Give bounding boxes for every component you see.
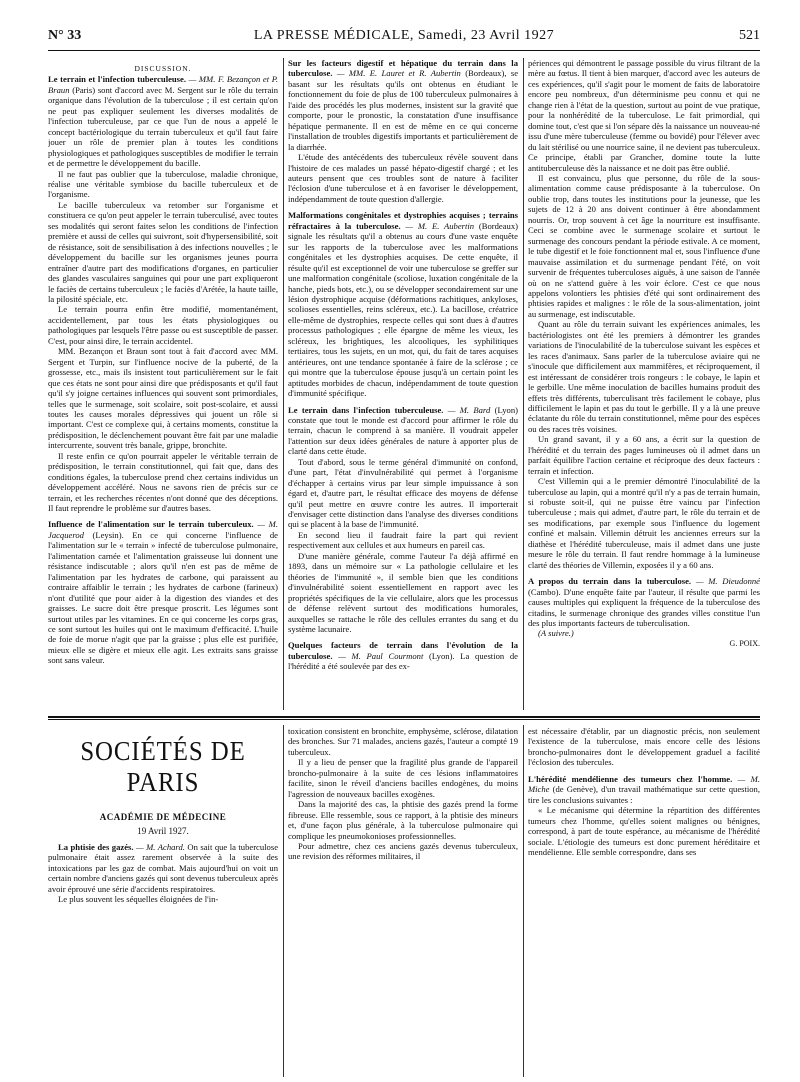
column-rule (283, 58, 284, 710)
article-authors: — M. Bard (447, 404, 491, 415)
article-title: Le terrain dans l'infection tuberculeuse. (288, 404, 444, 415)
discussion-heading: DISCUSSION. (134, 64, 192, 73)
article-text: Il reste enfin ce qu'on pourrait appeler le véritable terrain de prédisposition, le terrain constitutionnel, qui fait que, dans des conditions égales, la tuberculose prend chez certains individus un développement accéléré. Nous ne savons rien de précis sur ce terrain, et les recherches récentes n'ont donné que des déceptions. Il faut reprendre le problème sur d'autres bases. (48, 450, 278, 514)
article-text: (Lyon) constate que tout le monde est d'accord pour affirmer le rôle du terrain, chacun le comprend à sa manière. Il voudrait appeler l'attention sur deux idées générales de nature à apporter plus de clarté dans cette étude. (288, 404, 518, 457)
column-rule (523, 58, 524, 710)
societes-column-2 (288, 726, 518, 1076)
article-text: (Paris) sont d'accord avec M. Sergent sur le rôle du terrain organique dans l'évolution de la tuberculose ; il est certain qu'on ne peut pas expliquer seulement les diverses modalités de l'infection tuberculeuse, par ce que l'un de nous a appelé le concept bactériologique du terrain tuberculeux et qu'il faut faire jouer un rôle de premier plan à toutes les conditions physiologiques et pathologiques susceptibles de modifier le terrain et de permettre le développement du bacille. (48, 84, 278, 169)
article-title: Influence de l'alimentation sur le terrain tuberculeux. (48, 519, 254, 530)
article-text: (Lyon). La question de l'hérédité a été soulevée par des ex- (288, 650, 518, 672)
article-text: Le terrain pourra enfin être modifié, momentanément, accidentellement, par tous les états physiologiques ou pathologiques par lesquels l'être passe ou est susceptible de passer. C'est, pour ainsi dire, le terrain accidentel. (48, 304, 278, 346)
societes-column-3 (528, 726, 760, 1076)
article-text: Le bacille tuberculeux va retomber sur l'organisme et constituera ce qu'on peut appeler le terrain tuberculisé, avec toutes ses modalités qui seront faites selon les conditions de l'infection première et aussi de celles qui suivront, soit d'hypersensibilité, soit de résistance, soit de sensibilisation à des infections nouvelles ; le développement du bacille sur les organismes jeunes pourra entraîner d'autre part des modifications d'organes, en particulier des glandes vasculaires sanguines qui pour une part expliqueront le faciès de certains tuberculeux ; le faciès d'Arétée, la haute taille, la pilosité spéciale, etc. (48, 199, 278, 304)
article-authors: — M. Jacquerod (48, 519, 278, 540)
article-paragraph (288, 405, 518, 457)
article-title: L'hérédité mendélienne des tumeurs chez l'homme. (528, 773, 733, 784)
societes-column-1 (48, 730, 278, 1078)
article-text: (de Genève), d'un travail mathématique sur cette question, tire les conclusions suivantes : (528, 784, 760, 805)
article-authors: — M. Paul Courmont (338, 650, 424, 661)
signature: G. POIX. (729, 638, 760, 648)
article-paragraph (48, 519, 278, 665)
article-text: Il est convaincu, plus que personne, du rôle de la sous-alimentation comme cause prédisposante à la tuberculose. On oublie trop, dans toutes les institutions pour la jeunesse, que les sujets de 12 à 20 ans doivent continuer à être abondamment nourris. Or, trop souvent à cet âge la nourriture est insuffisante. Ceci se combine avec le surmenage scolaire et surtout le surmenage des concours pendant la période estivale. A ce moment, le tube digestif et le foie fonctionnent mal et, sous l'influence d'une mauvaise assimilation et du surmenage pendant l'été, on voit survenir de fréquentes tuberculoses aiguës, à une saison de l'année où on ne s'attend guère à les voir éclore. C'est ce que nous appelons volontiers les phtisies d'été qui sont ordinairement des phtisies rapides et malignes : le rôle de la sous-alimentation, joint au surmenage, est indiscutable. (528, 172, 760, 319)
article-text: (Leysin). En ce qui concerne l'influence de l'alimentation sur le « terrain » infecté de tuberculose pulmonaire, l'alimentation carnée et l'alimentation graisseuse lui donnent une résistance indiscutable ; alors qu'il n'en est pas de même de l'alimentation par les hydrates de carbone, qui paraissent au contraire affaiblir le terrain ; les hydrates de carbone (farineux) n'ont d'utilité que pour aider à la digestion des viandes et des graisses. Le sucre doit être presque proscrit. Les légumes sont surtout utiles par les vitamines. En ce qui concerne les corps gras, ce sont surtout les huiles qui ont le maximum d'efficacité. L'huile de foie de morue n'agit que par la graisse ; plus elle est purifiée, mieux elle se digère et mieux elle agit. Les extraits sans graisse sont sans valeur. (48, 529, 278, 666)
article-text: toxication consistent en bronchite, emphysème, sclérose, dilatation des bronches. Sur 71 malades, anciens gazés, l'auteur a compté 19 tuberculeux. (288, 726, 518, 757)
article-paragraph (288, 640, 518, 671)
article-paragraph (288, 210, 518, 398)
article-paragraph (528, 576, 760, 628)
column-rule (523, 725, 524, 1077)
issue-number: N° 33 (48, 28, 82, 43)
section-title: SOCIÉTÉS DE PARIS (80, 736, 246, 797)
article-text: (Bordeaux) signale les résultats qu'il a obtenus au cours d'une vaste enquête sur les rapports de la tuberculose avec les malformations congénitales et les dystrophies acquises. De cette enquête, il résulte qu'il est exceptionnel de voir une tuberculose se greffer sur une malformation congénitale (scoliose, luxation congénitale de la hanche, pieds bots, etc.), ou se développer secondairement sur une lésion dystrophique acquise (déformations rachitiques, ankyloses, scolioses essentielles, reins scléreux, etc.). La bacillose, créatrice elle-même de dystrophies, respecte celles qui sont dues à d'autres processus pathologiques ; elle épargne de même les vieux, les scléreux, les brightiques, les alcooliques, les syphilitiques tertiaires, tous les sujets, en un mot, qui, du fait de tares acquises antérieures, ont une tendance spontanée à faire de la sclérose ; ce qui montre que la tuberculose épouse jusqu'à un certain point les aptitudes morbides de chacun, indépendamment de toute question d'immunité spécifique. (288, 220, 518, 399)
article-title: Quelques facteurs de terrain dans l'évolution de la tuberculose. (288, 640, 518, 661)
column-1 (48, 64, 278, 709)
page-header (48, 26, 760, 51)
article-text: C'est Villemin qui a le premier démontré l'inoculabilité de la tuberculose au lapin, qui a montré qu'il n'y a pas de terrain humain, si robuste soit-il, qui ne puisse être vaincu par l'infection tuberculeuse ; mais qui admet, d'autre part, le rôle du terrain et de ses modifications, par exemple sous l'influence du logement confiné et malsain. Villemin détruit les anciennes erreurs sur la diathèse et l'hérédité tuberculeuse, mais il admet dans une juste mesure le rôle du terrain. Il faut rendre hommage à la lumineuse clarté des théories de Villemin, exposées il y a 60 ans. (528, 476, 760, 570)
article-title: La phtisie des gazés. (58, 842, 134, 852)
article-text: Il y a lieu de penser que la fragilité plus grande de l'appareil broncho-pulmonaire à la suite de ces lésions inflammatoires facilite, sinon le réveil d'anciens bacilles endogènes, du moins l'agression de nouveaux bacilles exogènes. (288, 757, 518, 799)
article-title: Le terrain et l'infection tuberculeuse. (48, 74, 186, 85)
article-body (48, 842, 278, 905)
session-date: 19 Avril 1927. (137, 826, 189, 836)
article-authors: — M. Miche (528, 773, 760, 795)
journal-title: LA PRESSE MÉDICALE, Samedi, 23 Avril 1927 (253, 28, 555, 43)
article-text: est nécessaire d'établir, par un diagnostic précis, non seulement l'existence de la tuberculose, mais encore celle des lésions broncho-pulmonaires dont le développement graduel a facilité l'éclosion des tubercules. (528, 726, 760, 768)
article-text: Un grand savant, il y a 60 ans, a écrit sur la question de l'hérédité et du terrain des pages lumineuses où il admet dans un parfait équilibre l'action certaine et réciproque des deux facteurs : terrain et infection. (528, 434, 760, 476)
society-name: ACADÉMIE DE MÉDECINE (99, 812, 227, 822)
article-text: Dans la majorité des cas, la phtisie des gazés prend la forme fibreuse. Elle ressemble, sous ce rapport, à la phtisie des mineurs et, d'une façon plus générale, à la tuberculose pulmonaire qui complique les pneumokonioses professionnelles. (288, 799, 518, 841)
article-text: Le plus souvent les séquelles éloignées de l'in- (58, 894, 219, 905)
article-paragraph (48, 842, 278, 894)
article-text: Tout d'abord, sous le terme général d'immunité on confond, d'une part, l'état d'invulnérabilité qui permet à l'organisme d'échapper à certains virus par leur simple impuissance à son égard et, d'autre part, le résultat efficace des moyens de défense qu'il peut mettre en œuvre contre les autres. Il importerait d'envisager cette distinction dans l'analyse des diverses conditions qui se placent à la base de l'immunité. (288, 456, 518, 530)
article-text: (Bordeaux), se basant sur les résultats qu'ils ont obtenus en étudiant le fonctionnement du foie de plus de 100 tuberculeux pulmonaires à l'aide des procédés les plus modernes, insistent sur la gravité que comporte, pour le pronostic, la constatation d'une insuffisance hépatique permanente. Il en est de même en ce qui concerne l'installation de troubles digestifs importants et particulièrement de la diarrhée. (288, 68, 518, 152)
page-number: 521 (739, 28, 760, 43)
article-paragraph (48, 74, 278, 168)
article-authors: — M. Achard. (136, 842, 185, 852)
article-text: Quant au rôle du terrain suivant les expériences animales, les bactériologistes ont été les premiers à démontrer les grandes variations de l'inoculabilité de la tuberculose suivant les espèces et les races d'animaux. Sans parler de la tuberculose aviaire qui ne s'inocule que difficilement aux mammifères, et réciproquement, il est intéressant de considérer trois rongeurs : le cobaye, le lapin et le gerbille. Une même inoculation de bacilles humains produit des effets très différents, tuberculisant très facilement le cobaye, plus difficilement le lapin et pas du tout le gerbille. Il y a là une preuve éclatante du rôle du terrain constitutionnel, même pour des espèces ou des races très voisines. (528, 319, 760, 434)
column-rule (283, 725, 284, 1077)
section-divider (48, 719, 760, 720)
article-text: L'étude des antécédents des tuberculeux révèle souvent dans l'histoire de ces malades un passé hépato-digestif chargé ; et les auteurs pensent que ces troubles sont de nature à faciliter l'éclosion d'une tuberculose et à en favoriser le développement, indépendamment de toute question d'allergie. (288, 152, 518, 204)
article-text: En second lieu il faudrait faire la part qui revient respectivement aux cellules et aux humeurs en pareil cas. (288, 529, 518, 551)
continued-note: (A suivre.) (538, 628, 574, 639)
section-divider (48, 716, 760, 718)
article-authors: — M. Dieudonné (695, 576, 760, 587)
article-paragraph (528, 774, 760, 805)
article-text: On sait que la tuberculose pulmonaire était assez rarement observée à la suite des intoxications par les gaz de combat. Mais aujourd'hui on voit un certain nombre d'anciens gazés qui sont devenus tuberculeux après avoir éprouvé une série d'accidents respiratoires. (48, 842, 278, 894)
column-3 (528, 58, 760, 709)
article-authors: — M. E. Aubertin (405, 220, 475, 231)
article-text: périences qui démontrent le passage possible du virus filtrant de la mère au fœtus. Il tient à bien marquer, d'accord avec les auteurs de ces expériences, qu'il s'agit pour le moment de faits de laboratoire encore peu nombreux, d'un déterminisme peu connu et qui ne change rien à l'état de la question, surtout au point de vue pratique, pour la nonhérédité de la tuberculose. Le fait primordial, qui domine tout, c'est que si l'on sépare dès la naissance un nouveau-né issu d'une mère tuberculeuse (femme ou bovidé) pour l'élever avec du lait stérilisé ou une nourrice saine, il ne devient pas tuberculeux. Ce principe, établi par Grancher, domine toute la lutte antituberculeuse dès la naissance et ne doit pas être oublié. (528, 58, 760, 173)
article-title: Malformations congénitales et dystrophies acquises ; terrains réfractaires à la tuberculose. (288, 210, 518, 231)
article-text: MM. Bezançon et Braun sont tout à fait d'accord avec MM. Sergent et Turpin, sur l'influence nocive de la puberté, de la grossesse, etc., mais ils insistent tout particulièrement sur le fait que ces états ne sont pour ainsi dire que prédisposants et qu'il faut qu'il s'y joigne certaines influences qui souvent sont primordiales, telles que le surmenage, soit scolaire, soit post-scolaire, et aussi toutes les causes morales dépressives qui jouent un rôle si important. C'est ce complexe qui, à certains moments, constitue la prédisposition, le déclenchement pouvant être fait par une maladie intercurrente, souvent très banale, grippe, bronchite. (48, 346, 278, 451)
article-text: « Le mécanisme qui détermine la répartition des différentes tumeurs chez l'homme, qu'elles soient malignes ou bénignes, correspond, à part de toute espérance, au mécanisme de l'hérédité sociale. L'étiologie des tumeurs est donc purement héréditaire et mendélienne. Elle semble correspondre, dans ses (528, 805, 760, 857)
article-text: Pour admettre, chez ces anciens gazés devenus tuberculeux, une revision des réformes militaires, il (288, 840, 518, 862)
article-authors: — MM. F. Bezançon et P. Braun (48, 74, 278, 95)
article-title: Sur les facteurs digestif et hépatique du terrain dans la tuberculose. (288, 58, 518, 79)
article-authors: — MM. E. Lauret et R. Aubertin (336, 68, 461, 79)
article-text: D'une manière générale, comme l'auteur l'a déjà affirmé en 1893, dans un mémoire sur « La pathologie cellulaire et les théories de l'immunité », il semble bien que les conditions d'invulnérabilité soient essentiellement en rapport avec les propriétés spécifiques de la vie cellulaire, alors que les processus de défense relèvent surtout des modifications humorales, auxquelles se rattache le rôle des cellules errantes du sang et du système lacunaire. (288, 550, 518, 635)
article-text: Il ne faut pas oublier que la tuberculose, maladie chronique, réalise une véritable symbiose du bacille tuberculeux et de l'organisme. (48, 168, 278, 200)
article-text: (Cambo). D'une enquête faite par l'auteur, il résulte que parmi les causes multiples qui expliquent la fréquence de la tuberculose des citadins, le surmenage chronique des grandes villes constitue l'un des plus importants facteurs de tuberculisation. (528, 586, 760, 629)
column-2 (288, 58, 518, 709)
article-paragraph (288, 58, 518, 152)
article-title: A propos du terrain dans la tuberculose. (528, 576, 692, 587)
